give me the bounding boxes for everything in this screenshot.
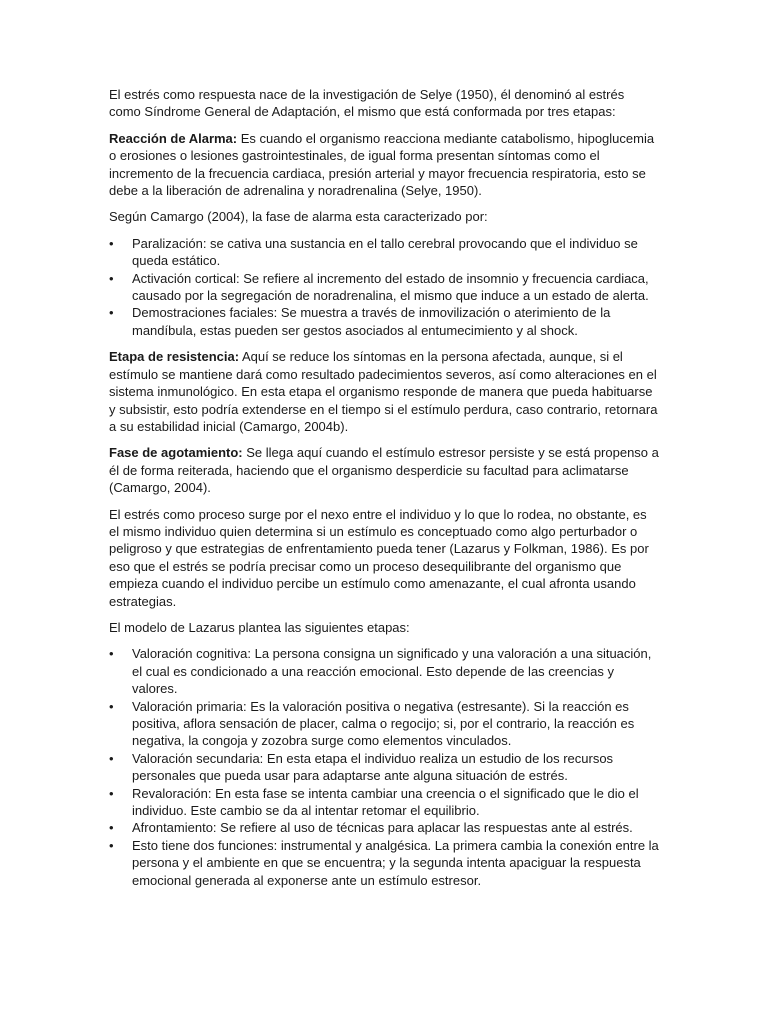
bullet-icon: •	[109, 646, 114, 662]
agotamiento-heading: Fase de agotamiento:	[109, 445, 243, 461]
bullet-icon: •	[109, 820, 114, 836]
list-item-text: Revaloración: En esta fase se intenta cambiar una creencia o el significado que le dio el individuo. Este cambio se da al intentar retomar el equilibrio.	[132, 785, 639, 819]
agotamiento-paragraph	[109, 444, 659, 496]
resistencia-paragraph	[109, 348, 659, 435]
list-item	[109, 645, 659, 697]
list-item	[109, 698, 659, 750]
list-item-text: Afrontamiento: Se refiere al uso de técnicas para aplacar las respuestas ante al estrés.	[132, 820, 633, 836]
document-page	[109, 86, 659, 898]
list-item-text: Valoración cognitiva: La persona consigna un significado y una valoración a una situación, el cual es condicionado a una reacción emocional. Esto depende de las creencias y valores.	[132, 646, 652, 697]
list-item	[109, 837, 659, 889]
alarma-heading: Reacción de Alarma:	[109, 130, 238, 146]
resistencia-text: Aquí se reduce los síntomas en la persona afectada, aunque, si el estímulo se mantiene dará como resultado padecimientos severos, así como alteraciones en el sistema inmunológico. En esta etapa el organismo responde de manera que pueda habituarse y subsistir, esto podría extenderse en el tiempo si el estímulo perdura, caso contrario, retornara a su estabilidad inicial (Camargo, 2004b).	[109, 349, 658, 434]
bullet-icon: •	[109, 270, 114, 286]
list-item	[109, 235, 659, 270]
list-item	[109, 270, 659, 305]
alarma-paragraph	[109, 130, 659, 200]
list-item-text: Esto tiene dos funciones: instrumental y analgésica. La primera cambia la conexión entre la persona y el ambiente en que se encuentra; y la segunda intenta apaciguar la respuesta emocional generada al exponerse ante un estímulo estresor.	[132, 837, 659, 888]
list-item	[109, 819, 659, 836]
proceso-paragraph: El estrés como proceso surge por el nexo entre el individuo y lo que lo rodea, no obstante, es el mismo individuo quien determina si un estímulo es conceptuado como algo perturbador o peligroso y que estrategias de enfrentamiento pueda tener (Lazarus y Folkman, 1986). Es por eso que el estrés se podría precisar como un proceso desequilibrante del organismo que empieza cuando el individuo percibe un estímulo como amenazante, el cual afronta usando estrategias.	[109, 506, 649, 609]
bullet-icon: •	[109, 235, 114, 251]
list-item-text: Valoración primaria: Es la valoración positiva o negativa (estresante). Si la reacción es positiva, aflora sensación de placer, calma o regocijo; si, por el contrario, la reacción es negativa, la congoja y zozobra surge como elementos vinculados.	[132, 698, 635, 749]
camargo-intro-paragraph: Según Camargo (2004), la fase de alarma esta caracterizado por:	[109, 209, 488, 225]
list-item	[109, 750, 659, 785]
list-item	[109, 785, 659, 820]
bullet-icon: •	[109, 750, 114, 766]
list-item-text: Valoración secundaria: En esta etapa el individuo realiza un estudio de los recursos personales que pueda usar para adaptarse ante alguna situación de estrés.	[132, 750, 614, 784]
bullet-icon: •	[109, 785, 114, 801]
intro-paragraph: El estrés como respuesta nace de la investigación de Selye (1950), él denominó al estrés como Síndrome General de Adaptación, el mismo que está conformada por tres etapas:	[109, 87, 625, 120]
bullet-icon: •	[109, 837, 114, 853]
list-item	[109, 304, 659, 339]
lazarus-list	[109, 645, 659, 889]
list-item-text: Demostraciones faciales: Se muestra a través de inmovilización o aterimiento de la mandíbula, estas pueden ser gestos asociados al entumecimiento y al shock.	[132, 305, 611, 338]
alarma-list	[109, 235, 659, 339]
alarma-text: Es cuando el organismo reacciona mediante catabolismo, hipoglucemia o erosiones o lesiones gastrointestinales, de igual forma presentan síntomas como el incremento de la frecuencia cardiaca, presión arterial y mayor frecuencia respiratoria, esto se debe a la liberación de adrenalina y noradrenalina (Selye, 1950).	[109, 130, 655, 199]
list-item-text: Activación cortical: Se refiere al incremento del estado de insomnio y frecuencia cardiaca, causado por la segregación de noradrenalina, el mismo que induce a un estado de alerta.	[132, 270, 649, 304]
bullet-icon: •	[109, 698, 114, 714]
bullet-icon: •	[109, 305, 114, 321]
agotamiento-text: Se llega aquí cuando el estímulo estresor persiste y se está propenso a él de forma reiterada, haciendo que el organismo desperdicie su facultad para aclimatarse (Camargo, 2004).	[109, 445, 659, 496]
resistencia-heading: Etapa de resistencia:	[109, 349, 240, 365]
list-item-text: Paralización: se cativa una sustancia en el tallo cerebral provocando que el individuo se queda estático.	[132, 235, 638, 269]
lazarus-intro-paragraph: El modelo de Lazarus plantea las siguientes etapas:	[109, 619, 410, 635]
